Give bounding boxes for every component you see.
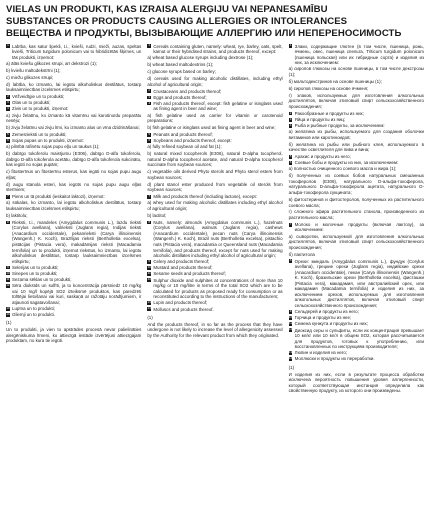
- allergen-item: [147, 220, 282, 259]
- allergen-item: [289, 44, 424, 66]
- paragraph: (1): [6, 320, 12, 326]
- item-number-badge: 1: [289, 43, 292, 48]
- item-text: Моллюски и продукты их переработки.: [294, 356, 375, 362]
- paragraph: d) labība, ko izmanto, lai iegūtu alkoholiskus destilātus, tostarp lauksaimniecības izcelsmes etilspirtu;: [6, 81, 142, 93]
- column-english: [147, 44, 282, 396]
- item-number-badge: 9: [289, 308, 292, 313]
- item-number-badge: 14: [6, 311, 10, 316]
- item-number-badge: 9: [148, 258, 151, 263]
- item-number-badge: 12: [147, 277, 151, 282]
- paragraph: c) miežu glikozes sīrupi;: [6, 74, 54, 80]
- paragraph: And the products thereof, in so far as the process that they have undergone is not likely to increase the level of allergenicity assessed by the Authority for the relevant product from which they originated.: [147, 321, 283, 338]
- allergen-item: [289, 315, 424, 321]
- paragraph: г) злаков, используемых для изготовления алкогольных дистиллятов, включая этиловый спирт сельскохозяйственного происхождения;: [288, 92, 424, 109]
- item-number-badge: 14: [288, 356, 293, 361]
- paragraph: a) whey used for making alcoholic distillates including ethyl alcohol of agricultural origin;: [147, 200, 283, 211]
- item-text: Молоко и молочные продукты (включая лактозу), за исключением:: [294, 221, 424, 233]
- allergen-item: [147, 271, 282, 277]
- column-latvian: [6, 44, 141, 396]
- item-number-badge: 13: [6, 305, 10, 310]
- allergen-item: [6, 277, 141, 283]
- paragraph: а) сиропов глюкозы на основе пшеницы, в том числе декстрозы (1);: [288, 66, 424, 77]
- paragraph: c) vegetable oils derived Phyto sterols and Phyto sterol esters from soybean sources;: [147, 169, 283, 180]
- item-text: Lupīna un to produkti;: [12, 305, 55, 311]
- paragraph: б) лактитола: [288, 251, 315, 257]
- item-number-badge: 2: [148, 88, 151, 93]
- allergen-item: [289, 160, 424, 166]
- allergen-item: [147, 300, 282, 306]
- paragraph: b) lactitol;: [147, 212, 167, 218]
- item-number-badge: 8: [7, 219, 9, 224]
- item-text: Peanuts and products thereof;: [153, 131, 213, 137]
- item-text: Орехи: миндаль (Amygdalus communis L.), фундук (Corylus avellana), грецкие орехи (Juglans regia), индийские орехи (Anacardium occidentale), пекан (Carya illinoinensis (Wangenh.) K. Koch), бразильские орехи (Bertholletia excelsa), фисташки (Pistacia vera), макадамия, или австралийский орех, или макадамия (Macadamia ternifolia) и изделия из них, за исключением орехов, используемых для изготовления алкогольных дистиллятов, включая этиловый спирт сельскохозяйственного происхождения;: [294, 258, 424, 308]
- allergen-item: [147, 138, 282, 144]
- item-number-badge: 9: [7, 264, 9, 269]
- allergen-item: [6, 271, 141, 277]
- paragraph: b) zivju želatīnu vai zivju līmi, ko izmanto alus un vīna dzidrināšanai;: [6, 125, 140, 131]
- allergen-item: [289, 356, 424, 362]
- item-number-badge: 13: [147, 300, 151, 305]
- allergen-item: [147, 44, 282, 55]
- item-number-badge: 1: [7, 43, 9, 48]
- allergen-item: [6, 132, 141, 138]
- allergen-item: [6, 94, 141, 100]
- item-number-badge: 7: [148, 194, 151, 198]
- item-text: Eggs and products thereof;: [153, 94, 207, 100]
- item-number-badge: 6: [148, 137, 151, 142]
- item-text: Sesame seeds and products thereof;: [153, 271, 226, 277]
- item-text: Mustard and products thereof;: [153, 265, 213, 271]
- item-text: Soybeans and products thereof, except:: [153, 138, 232, 144]
- allergen-item: [289, 111, 424, 117]
- paragraph: a) pilnībā rafinētu sojas pupu eļļu un taukus (1);: [6, 144, 100, 150]
- paragraph: в) сиропов глюкозы на основе ячменя;: [288, 85, 369, 91]
- allergen-item: [6, 100, 141, 106]
- allergen-item: [289, 259, 424, 309]
- paragraph: И изделия из них, если в результате процесса обработки исключена вероятность повышения уровня аллергенности, который соответствующая инстанция определила как свойственную продукту, из которого они произведены.: [288, 371, 424, 394]
- item-text: Соевые бобы и продукты из них, за исключением:: [294, 160, 399, 166]
- allergen-item: [6, 138, 141, 144]
- paragraph: (1): [288, 364, 295, 370]
- item-text: Crustaceans and products thereof;: [153, 88, 222, 94]
- paragraph: b) dabīgo tokoferolu maisījumu (E306), dabīgo D-alfa tokoferolu, dabīgo D-alfa tokoferola acetātu, dabīgo D-alfa tokoferola sukcinātu, kas iegūti no sojas pupām;: [6, 151, 142, 168]
- paragraph: (1): [147, 314, 153, 320]
- item-number-badge: 5: [7, 131, 9, 136]
- allergen-item: [147, 101, 282, 112]
- item-text: Lupin and products thereof;: [153, 300, 208, 306]
- item-text: Sulphur dioxide and sulphites at concentrations of more than 10 mg/kg or 10 mg/litre in terms of the total SO2 which are to be calculated for products as proposed ready for consumption or as reconstituted according to the instructions of the manufacturers;: [153, 277, 283, 300]
- paragraph: a) wheat based glucose syrups including dextrose (1);: [147, 55, 254, 61]
- item-text: Olas un to produkti;: [12, 100, 51, 106]
- item-text: Горчица и продукты из нее;: [294, 315, 352, 321]
- paragraph: a) zivju želatīnu, ko izmanto kā vitamīnu vai karotinoīdu preparātu nesēju;: [6, 112, 142, 124]
- allergen-item: [6, 106, 141, 112]
- item-text: Sezama sēklas un to produkti;: [12, 277, 72, 283]
- item-text: Labība, kas satur lipekli, t.i., kvieši, rudzi, mieži, auzas, speltas kvieši, Triticum turgidum polonicum vai to hibridizētās šķirnes, un tās produkti, izņemot:: [12, 43, 142, 60]
- item-number-badge: 3: [7, 100, 9, 105]
- paragraph: а) желатина из рыбы, используемого для создания оболочки витаминов или каротиноидов;: [288, 129, 424, 140]
- item-number-badge: 3: [148, 94, 151, 99]
- item-text: Семена кунжута и продукты из них;: [294, 321, 368, 327]
- paragraph: a) sūkalas, ko izmanto, lai iegūtu alkoholiskus destilātus, tostarp lauksaimniecības izcelsmes etilspirtu;: [6, 200, 142, 211]
- paragraph: a) ālās kviešu glikozes sīrupi, arī dekstrozi (1);: [6, 60, 98, 66]
- item-text: Milk and products thereof (including lactose), except:: [153, 194, 257, 200]
- allergen-item: [6, 306, 141, 312]
- item-text: Злаки, содержащие глютен (в том числе, пшеница, рожь, ячмень, овес, пшеница спельта, Triticum turgidum polonicum (пшеница польская) или их гибридные сорта) и изделия из них, за исключением:: [294, 43, 424, 66]
- item-text: Selerijas un to produkti;: [12, 264, 59, 270]
- item-number-badge: 4: [148, 100, 151, 105]
- allergen-item: [6, 265, 141, 271]
- item-text: Nuts, namely: almonds (Amygdalus communis L.), hazelnuts (Corylus avellana), walnuts (Juglans regia), cashews (Anacardium occidentale), pecan nuts (Carya illinoinensis (Wangenh.) K. Koch), Brazil nuts (Bertholletia excelsa), pistachio nuts (Pistacia vera), macadamia or Queensland nuts (Macadamia ternifolia), and products thereof, except for nuts used for making alcoholic distillates including ethyl alcohol of agricultural origin;: [153, 219, 283, 259]
- paragraph: d) augu stanola esteri, kas iegūts no sojas pupu augu eļļas sterīniem;: [6, 181, 142, 193]
- paragraph: б) полученных из соевых бобов натуральных смешанных токоферолов (E306), натурального D-альфа-токоферола, натурального D-альфа-токоферола ацетата, натурального D-альфа-токоферола сукцината;: [288, 173, 424, 196]
- heading-latvian: VIELAS UN PRODUKTI, KAS IZRAISA ALERĢIJU VAI NEPANESAMĪBU: [6, 4, 328, 15]
- allergen-item: [147, 265, 282, 271]
- allergen-item: [147, 307, 282, 313]
- item-number-badge: 10: [288, 315, 293, 320]
- paragraph: б) мальтодекстринов на основе пшеницы (1);: [288, 78, 382, 84]
- item-text: Molluscs and products thereof.: [153, 306, 214, 312]
- allergen-item: [289, 328, 424, 350]
- allergen-item: [6, 312, 141, 318]
- allergen-item: [6, 283, 141, 305]
- item-number-badge: 13: [288, 350, 293, 355]
- allergen-item: [147, 259, 282, 265]
- paragraph: c) glucose syrups based on barley;: [147, 69, 216, 75]
- paragraph: б) желатина из рыбы или рыбного клея, используемого в качестве осветлителя для пива и вина;: [288, 141, 424, 153]
- item-number-badge: 6: [7, 137, 9, 142]
- paragraph: b) kviešu maltodekstrīni (1);: [6, 67, 61, 73]
- item-number-badge: 3: [289, 116, 292, 121]
- item-text: Cereals containing gluten, namely: wheat, rye, barley, oats, spelt, kamut or their hybridised strains, and products thereof, except:: [153, 43, 283, 55]
- heading-english: SUBSTANCES OR PRODUCTS CAUSING ALLERGIES OR INTOLERANCES: [6, 16, 348, 28]
- item-text: Яйца и продукты из яиц;: [294, 116, 346, 122]
- paragraph: г) сложного эфира растительного станола, произведенного из растительного масла;: [288, 209, 424, 220]
- item-number-badge: 8: [148, 219, 151, 224]
- item-text: Sēra dioksīds un sulfīti, ja to koncentrācija pārsniedz 10 mg/kg vai 10 mg/l kopējā SO2 izteiksmē produktos, kas paredzēti tūlītējai lietošanai vai kuri, saskaņā ar ražotāju norādījumiem, ir atjaunoti sagatavošanai;: [12, 283, 142, 305]
- allergen-item: [6, 220, 141, 264]
- paragraph: а) сыворотки, используемой для изготовления алкогольных дистиллятов, включая этиловый спирт сельскохозяйственного происхождения;: [288, 233, 424, 250]
- item-number-badge: 7: [7, 194, 9, 198]
- item-number-badge: 7: [289, 221, 292, 226]
- item-number-badge: 11: [288, 321, 293, 326]
- item-number-badge: 5: [289, 153, 292, 158]
- allergen-item: [289, 222, 424, 233]
- column-russian: [289, 44, 424, 396]
- item-text: Сельдерей и продукты из него;: [294, 309, 359, 315]
- allergen-item: [147, 132, 282, 138]
- item-number-badge: 11: [147, 271, 151, 276]
- paragraph: в) фитостеринов и фитостеролов, полученных из растительного соевого масла;: [288, 196, 424, 208]
- paragraph: b) fish gelatine or isinglass used as fining agent in beer and wine;: [147, 125, 276, 131]
- item-text: Люпин и изделия из него;: [294, 350, 348, 356]
- item-text: Диоксид серы и сульфиты, если их концентрация превышает 10 мг/кг или 10 мг/л в общем SO2, которая рассчитывается для продуктов, готовых к употреблению, или восстановленных по инструкциям производителя;: [294, 327, 424, 350]
- item-number-badge: 12: [6, 282, 10, 287]
- heading-russian: ВЕЩЕСТВА И ПРОДУКТЫ, ВЫЗЫВАЮЩИЕ АЛЛЕРГИЮ ИЛИ НЕПЕРЕНОСИМОСТЬ: [6, 28, 402, 40]
- paragraph: d) plant stanol ester produced from vegetable oil sterols from soybean sources;: [147, 181, 283, 193]
- allergen-item: [147, 278, 282, 300]
- allergen-item: [6, 194, 141, 200]
- item-number-badge: 8: [289, 258, 292, 263]
- columns: [6, 44, 424, 396]
- item-number-badge: 4: [7, 106, 9, 111]
- paragraph: a) fish gelatine used as carrier for vitamin or carotenoid preparations;: [147, 112, 283, 124]
- allergen-item: [289, 309, 424, 315]
- paragraph: Un to produkti, ja vien to apstrādes procesā nevar palielināties alergēniskuma līmeni, ko attiecīgā iestāde izvērtējusi attiecīgajam produktam, no kura tie iegūti.: [6, 327, 142, 344]
- item-text: Piens un tā produkti (ieskaitot laktozi), izņemot:: [12, 194, 105, 200]
- item-number-badge: 5: [148, 131, 151, 136]
- item-number-badge: 11: [6, 276, 10, 281]
- item-text: Sinepes un to produkti;: [12, 270, 58, 276]
- item-number-badge: 10: [6, 270, 10, 275]
- item-number-badge: 6: [289, 160, 292, 165]
- item-text: Рыба и рыбные продукты, за исключением:: [294, 123, 385, 129]
- item-text: Rieksti, t.i., mandeles (Amygdalus communis L.), lazdu rieksti (Corylus avellana), valrieksti (Juglans regia), Indijas rieksti (Anacardium occidentale), pekanrieksti (Carya illinoinensis (Wangenh.) K. Koch), Brazīlijas rieksti (Bertholletia excelsa), pistācijas (Pistacia vera), makadāmijas rieksti (Macadamia ternifolia) un to produkti, izņemot riekstus, ko izmanto, lai iegūtu alkoholiskus destilātus, tostarp lauksaimniecības izcelsmes etilspirtu;: [12, 219, 142, 264]
- item-text: Zivis un to produkti, izņemot:: [12, 106, 69, 112]
- paragraph: b) natural mixed tocopherols (E306), natural D-alpha tocopherol, natural D-alpha tocopherol acetate, and natural D-alpha tocopherol succinate from soybean sources;: [147, 151, 283, 168]
- allergen-item: [289, 117, 424, 123]
- paragraph: b) wheat based maltodextrins (1);: [147, 62, 214, 68]
- allergen-item: [147, 89, 282, 95]
- item-number-badge: 14: [147, 306, 151, 311]
- paragraph: d) cereals used for making alcoholic distillates, including ethyl alcohol of agricultural origin;: [147, 76, 283, 87]
- allergen-item: [147, 95, 282, 101]
- document-headings: [6, 4, 424, 41]
- item-text: Zemesrieksti un to produkti;: [12, 131, 67, 137]
- item-number-badge: 2: [7, 93, 9, 98]
- paragraph: b) laktitolu;: [6, 212, 28, 218]
- paragraph: a) fully refined soybean oil and fat (1);: [147, 144, 222, 150]
- item-text: Vēžveidīgie un to produkti;: [12, 94, 65, 100]
- allergen-item: [289, 154, 424, 160]
- item-number-badge: 10: [147, 265, 151, 270]
- allergen-item: [289, 123, 424, 129]
- paragraph: c) fitosterīnus un fitosterīnu esterus, kas iegūti no sojas pupu augu eļļas;: [6, 169, 142, 180]
- item-text: Sojas pupas un to produkti, izņemot:: [12, 138, 84, 144]
- paragraph: а) полностью очищенного соевого масла и жира (1);: [288, 166, 397, 172]
- allergen-item: [147, 194, 282, 200]
- item-text: Gliemji un to produkti.: [12, 312, 55, 318]
- item-text: Ракообразные и продукты из них;: [294, 110, 365, 116]
- allergen-item: [6, 44, 141, 61]
- allergen-item: [289, 321, 424, 327]
- item-number-badge: 12: [288, 327, 293, 332]
- item-number-badge: 1: [148, 43, 151, 48]
- item-text: Fish and products thereof, except: fish gelatine or isinglass used as fining agent in beer and wine;: [153, 100, 283, 112]
- item-text: Арахис и продукты из него;: [294, 154, 351, 160]
- item-number-badge: 2: [289, 110, 292, 115]
- item-text: Celery and products thereof;: [153, 259, 210, 265]
- allergen-item: [289, 350, 424, 356]
- item-number-badge: 4: [289, 122, 292, 127]
